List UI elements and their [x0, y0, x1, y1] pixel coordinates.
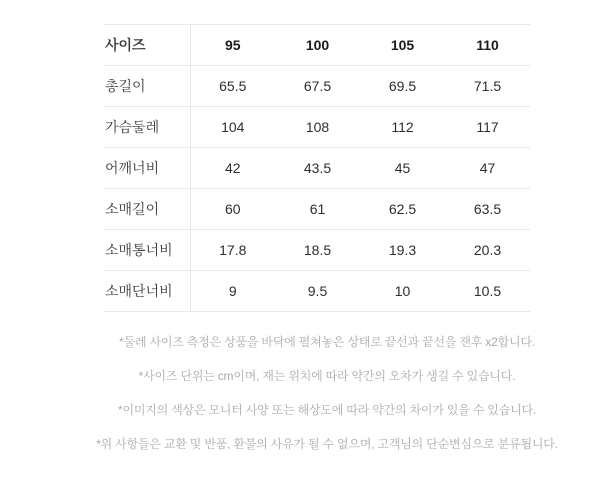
cell-value: 117 [445, 107, 530, 148]
table-row-sleeve-width [103, 230, 530, 271]
cell-value: 18.5 [275, 230, 360, 271]
table-row-cuff-width [103, 271, 530, 312]
cell-value: 112 [360, 107, 445, 148]
size-100-header: 100 [275, 25, 360, 66]
note-measurement-method: *둘레 사이즈 측정은 상품을 바닥에 펼쳐놓은 상태로 끝선과 끝선을 잰후 x2합니다. [119, 335, 535, 349]
table-header-row [103, 25, 530, 66]
cell-value: 20.3 [445, 230, 530, 271]
cell-value: 9 [190, 271, 275, 312]
cell-value: 63.5 [445, 189, 530, 230]
cell-value: 108 [275, 107, 360, 148]
size-chart-table [103, 24, 530, 312]
cell-value: 10.5 [445, 271, 530, 312]
table-row-chest [103, 107, 530, 148]
table-row-sleeve-length [103, 189, 530, 230]
size-105-header: 105 [360, 25, 445, 66]
size-table-body [103, 66, 530, 312]
cell-value: 10 [360, 271, 445, 312]
cell-value: 71.5 [445, 66, 530, 107]
row-label: 소매단너비 [103, 271, 190, 312]
size-column-header: 사이즈 [103, 25, 190, 66]
row-label: 어깨너비 [103, 148, 190, 189]
cell-value: 9.5 [275, 271, 360, 312]
cell-value: 65.5 [190, 66, 275, 107]
row-label: 소매길이 [103, 189, 190, 230]
note-color-difference: *이미지의 색상은 모니터 사양 또는 해상도에 따라 약간의 차이가 있을 수 있습니다. [117, 403, 537, 417]
cell-value: 47 [445, 148, 530, 189]
cell-value: 45 [360, 148, 445, 189]
cell-value: 62.5 [360, 189, 445, 230]
size-95-header: 95 [190, 25, 275, 66]
row-label: 총길이 [103, 66, 190, 107]
cell-value: 60 [190, 189, 275, 230]
row-label: 소매통너비 [103, 230, 190, 271]
cell-value: 61 [275, 189, 360, 230]
disclaimer-notes [54, 336, 600, 472]
cell-value: 43.5 [275, 148, 360, 189]
note-unit-cm: *사이즈 단위는 cm이며, 재는 위치에 따라 약간의 오차가 생길 수 있습니다. [138, 369, 516, 383]
cell-value: 104 [190, 107, 275, 148]
cell-value: 17.8 [190, 230, 275, 271]
cell-value: 67.5 [275, 66, 360, 107]
cell-value: 19.3 [360, 230, 445, 271]
row-label: 가슴둘레 [103, 107, 190, 148]
table-row-total-length [103, 66, 530, 107]
cell-value: 42 [190, 148, 275, 189]
cell-value: 69.5 [360, 66, 445, 107]
size-110-header: 110 [445, 25, 530, 66]
table-row-shoulder [103, 148, 530, 189]
note-return-policy: *위 사항들은 교환 및 반품, 환불의 사유가 될 수 없으며, 고객님의 단순변심으로 분류됩니다. [96, 437, 558, 451]
